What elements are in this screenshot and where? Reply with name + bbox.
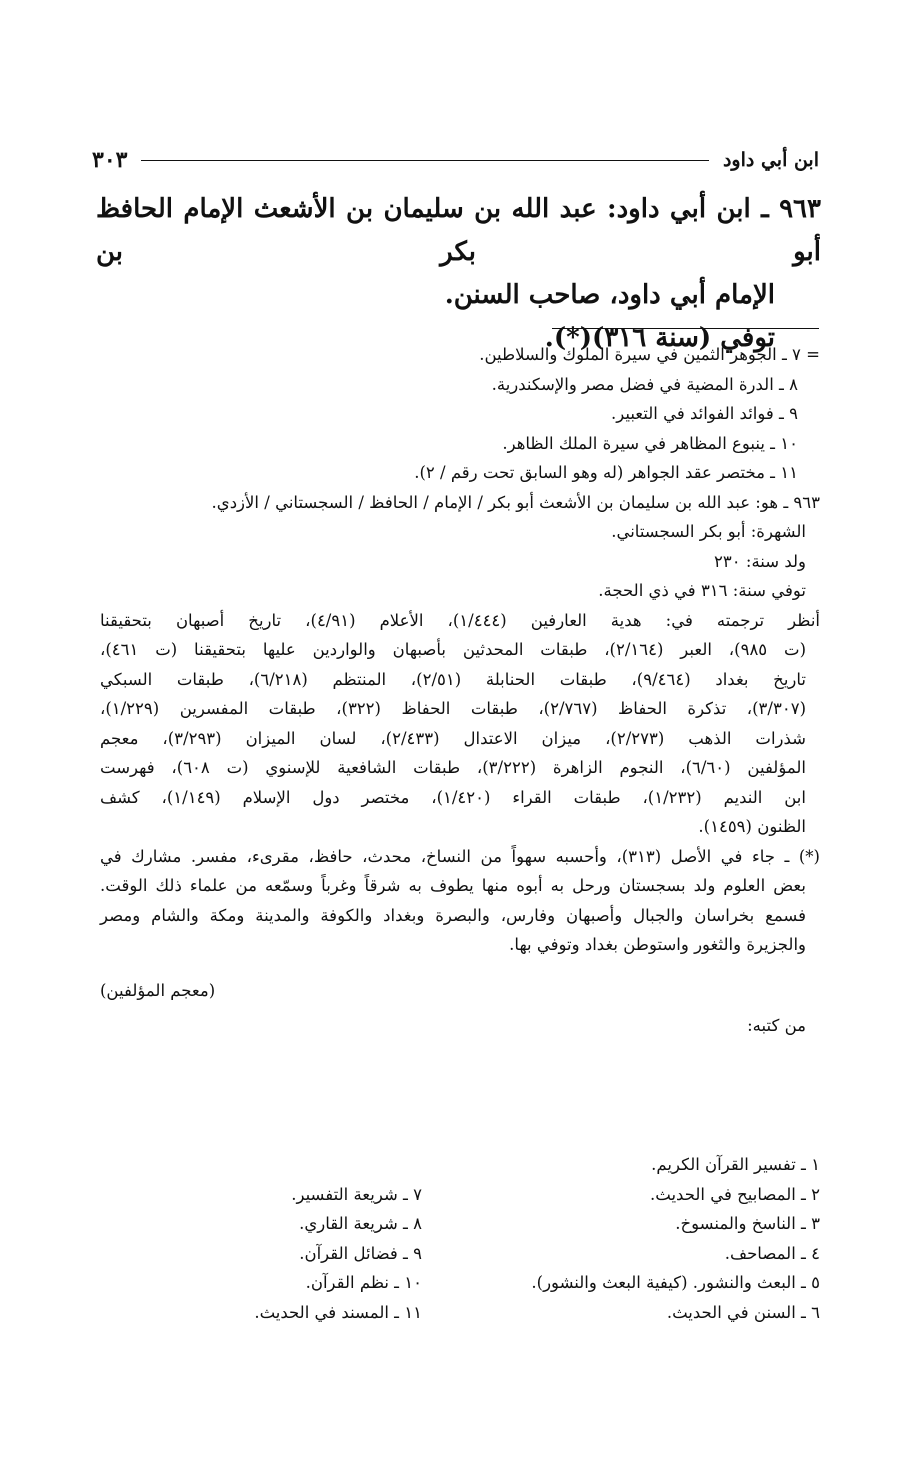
refs-line: تاريخ بغداد (٩/٤٦٤)، طبقات الحنابلة (٢/٥١)، المنتظم (٦/٢١٨)، طبقات السبكي xyxy=(100,669,807,689)
note-963-head: ٩٦٣ ـ هو: عبد الله بن سليمان بن الأشعث أبو بكر / الإمام / الحافظ / السجستاني / الأزدي. xyxy=(211,492,820,512)
entry-line-3: توفي (سنة ٣١٦)(*). xyxy=(544,323,775,353)
prev-list-item: ٩ ـ فوائد الفوائد في التعبير. xyxy=(611,404,798,423)
book-item: ٤ ـ المصاحف. xyxy=(724,1243,820,1263)
refs-line: (ت ٩٨٥)، العبر (٢/١٦٤)، طبقات المحدثين بأصبهان والواردين عليها بتحقيقنا (ت ٤٦١)، xyxy=(100,640,807,659)
book-item: ٩ ـ فضائل القرآن. xyxy=(299,1243,422,1263)
books-list xyxy=(220,1150,820,1330)
book-item: ١٠ ـ نظم القرآن. xyxy=(305,1273,422,1292)
page-number: ٣٠٣ xyxy=(92,147,128,173)
prev-list-item: = ٧ ـ الجوهر الثمين في سيرة الملوك والسلاطين. xyxy=(479,345,820,364)
note-963-died: توفي سنة: ٣١٦ في ذي الحجة. xyxy=(598,581,806,600)
books-column-left xyxy=(212,1180,422,1328)
book-item: ١١ ـ المسند في الحديث. xyxy=(254,1302,422,1322)
book-item: ٧ ـ شريعة التفسير. xyxy=(291,1184,422,1204)
note-963-born: ولد سنة: ٢٣٠ xyxy=(714,551,806,571)
book-item: ٨ ـ شريعة القاري. xyxy=(299,1214,422,1233)
main-entry xyxy=(96,188,821,360)
prev-list-item: ٨ ـ الدرة المضية في فضل مصر والإسكندرية. xyxy=(491,374,798,394)
book-item: ٢ ـ المصابيح في الحديث. xyxy=(650,1184,820,1204)
star-note-line: فسمع بخراسان والجبال وأصبهان وفارس، والبصرة وبغداد والكوفة والمدينة ومكة والشام ومصر xyxy=(100,905,806,925)
star-note-line: بعض العلوم ولد بسجستان ورحل به أبوه منها يطوف به شرقاً وغرباً وسمّعه من علماء ذلك الوقت. xyxy=(100,876,806,895)
book-item: ١ ـ تفسير القرآن الكريم. xyxy=(651,1155,820,1174)
source-citation: (معجم المؤلفين) xyxy=(100,980,216,1000)
prev-list-item: ١٠ ـ ينبوع المظاهر في سيرة الملك الظاهر. xyxy=(502,433,798,453)
refs-line: أنظر ترجمته في: هدية العارفين (١/٤٤٤)، الأعلام (٤/٩١)، تاريخ أصبهان بتحقيقنا xyxy=(100,610,820,630)
note-963-fame: الشهرة: أبو بكر السجستاني. xyxy=(611,522,806,541)
refs-line: شذرات الذهب (٢/٢٧٣)، ميزان الاعتدال (٢/٤٣٣)، لسان الميزان (٣/٢٩٣)، معجم xyxy=(100,728,806,748)
header-rule xyxy=(141,160,709,161)
star-note-line: (*) ـ جاء في الأصل (٣١٣)، وأحسبه سهواً من النساخ، محدث، حافظ، مقرىء، مفسر. مشارك في xyxy=(100,846,820,866)
refs-line-last: الظنون (١٤٥٩). xyxy=(698,817,806,836)
footnotes xyxy=(100,340,820,1041)
book-item: ٦ ـ السنن في الحديث. xyxy=(666,1302,820,1322)
books-column-right xyxy=(490,1150,820,1327)
entry-line-2: الإمام أبي داود، صاحب السنن. xyxy=(444,280,775,310)
book-item: ٥ ـ البعث والنشور. (كيفية البعث والنشور). xyxy=(531,1273,820,1292)
star-note-line-last: والجزيرة والثغور واستوطن بغداد وتوفي بها. xyxy=(509,935,806,954)
running-title: ابن أبي داود xyxy=(722,149,819,171)
prev-list-item: ١١ ـ مختصر عقد الجواهر (له وهو السابق تحت رقم / ٢). xyxy=(414,463,798,482)
book-item: ٣ ـ الناسخ والمنسوخ. xyxy=(675,1214,820,1233)
refs-line: المؤلفين (٦/٦٠)، النجوم الزاهرة (٣/٢٢٢)، طبقات الشافعية للإسنوي (ت ٦٠٨)، فهرست xyxy=(100,758,806,777)
running-header xyxy=(92,140,819,180)
footnote-separator xyxy=(552,328,819,329)
refs-line: (٣/٣٠٧)، تذكرة الحفاظ (٢/٧٦٧)، طبقات الحفاظ (٣٢٢)، طبقات المفسرين (١/٢٢٩)، xyxy=(100,699,806,718)
entry-line-1: ٩٦٣ ـ ابن أبي داود: عبد الله بن سليمان بن الأشعث الإمام الحافظ أبو بكر بن xyxy=(96,194,821,267)
books-heading: من كتبه: xyxy=(747,1016,806,1035)
refs-line: ابن النديم (١/٢٣٢)، طبقات القراء (١/٤٢٠)، مختصر دول الإسلام (١/١٤٩)، كشف xyxy=(100,787,806,807)
